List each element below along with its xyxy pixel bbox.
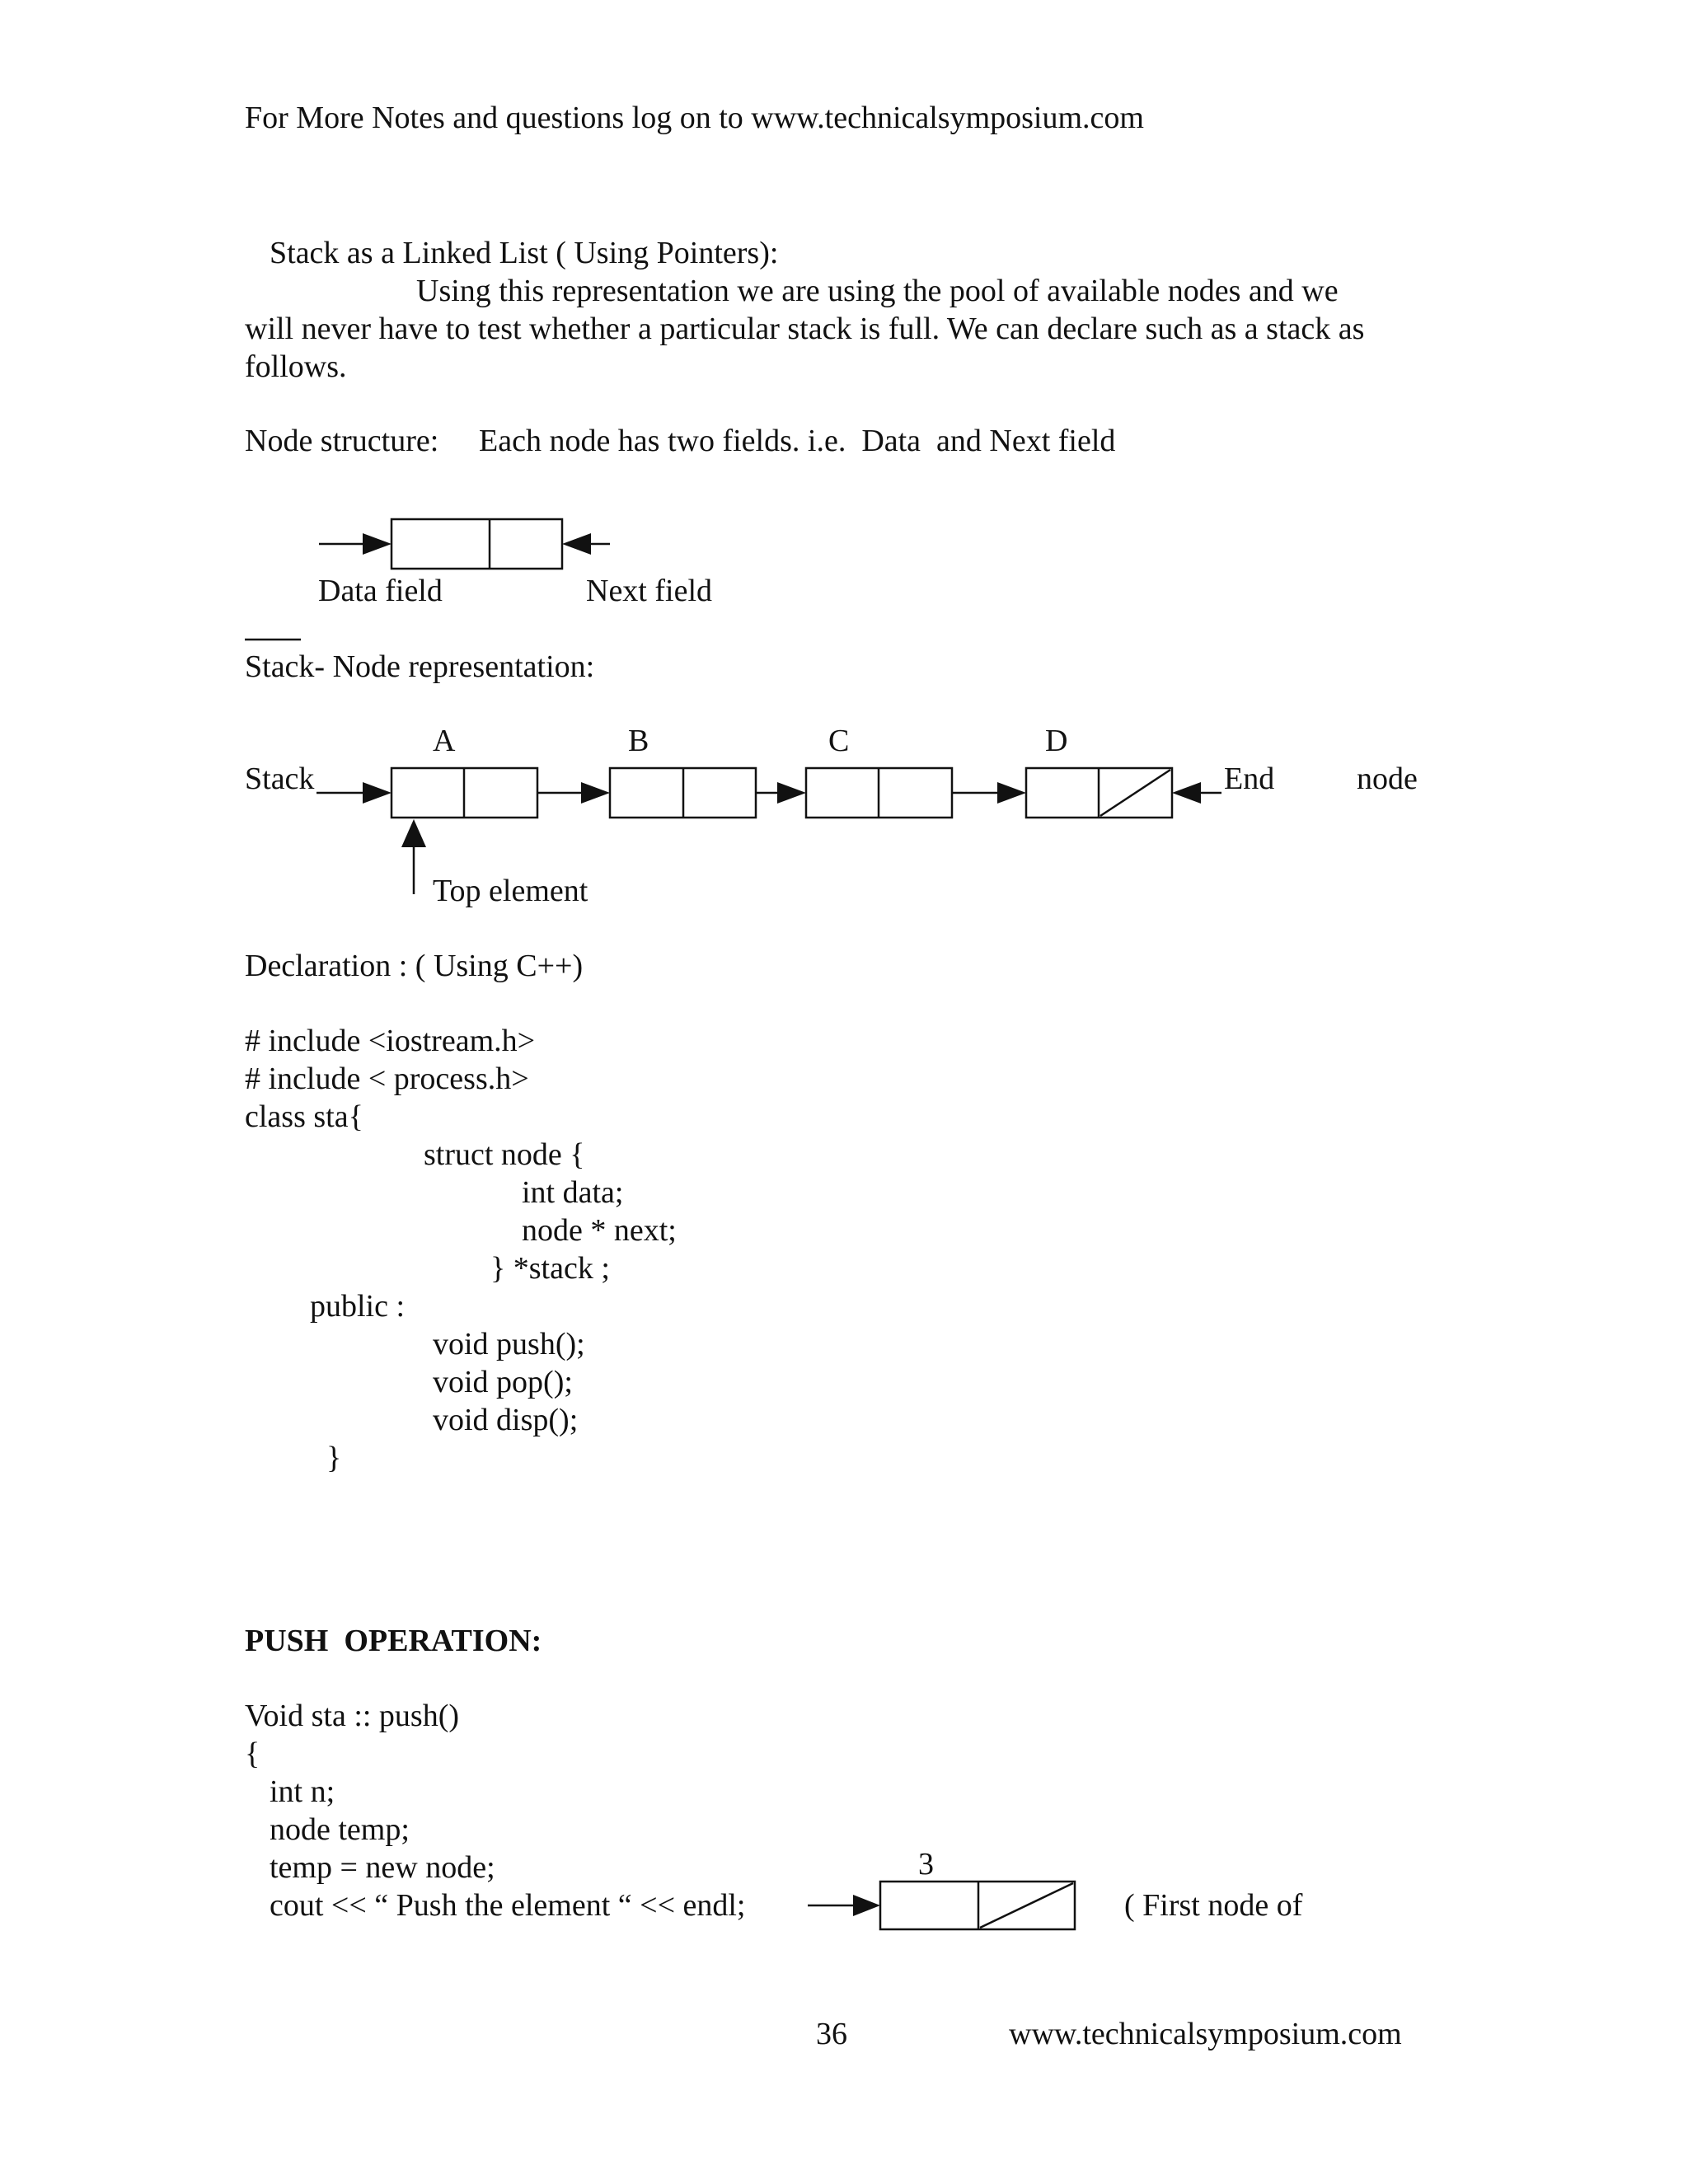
arrow-head-icon bbox=[363, 533, 392, 555]
code-line: } *stack ; bbox=[490, 1251, 610, 1286]
code-line: struct node { bbox=[424, 1137, 585, 1172]
next-field-label: Next field bbox=[586, 574, 713, 608]
arrow-head-icon bbox=[581, 782, 610, 804]
top-element-label: Top element bbox=[433, 874, 588, 908]
code-line: node * next; bbox=[522, 1213, 677, 1248]
intro-line-3: follows. bbox=[245, 349, 347, 384]
code-line: { bbox=[245, 1736, 260, 1771]
push-node-diagram bbox=[808, 1882, 1075, 1929]
arrow-head-icon bbox=[1172, 782, 1201, 804]
code-line: Void sta :: push() bbox=[245, 1699, 460, 1733]
code-line: void disp(); bbox=[433, 1403, 579, 1437]
page-header: For More Notes and questions log on to www.technicalsymposium.com bbox=[245, 101, 1144, 135]
stack-representation-heading: Stack- Node representation: bbox=[245, 649, 595, 684]
code-line: void pop(); bbox=[433, 1365, 573, 1399]
code-line: int data; bbox=[522, 1175, 624, 1210]
intro-line-1: Using this representation we are using the pool of available nodes and we bbox=[416, 274, 1339, 308]
node-label-b: B bbox=[628, 724, 649, 758]
code-line: int n; bbox=[270, 1774, 335, 1809]
arrow-up-icon bbox=[401, 819, 426, 847]
push-node-value: 3 bbox=[918, 1847, 934, 1882]
declaration-heading: Declaration : ( Using C++) bbox=[245, 949, 584, 983]
push-operation-heading: PUSH OPERATION: bbox=[245, 1624, 542, 1658]
code-line: node temp; bbox=[270, 1812, 410, 1847]
intro-line-2: will never have to test whether a particular stack is full. We can declare such as a stack as bbox=[245, 312, 1365, 346]
page-number: 36 bbox=[816, 2017, 847, 2051]
node-structure-description: Each node has two fields. i.e. Data and Next field bbox=[479, 424, 1116, 458]
section-title-stack-linked-list: Stack as a Linked List ( Using Pointers): bbox=[270, 236, 779, 270]
node-label: node bbox=[1357, 762, 1418, 796]
code-line: # include <iostream.h> bbox=[245, 1024, 536, 1058]
footer-site: www.technicalsymposium.com bbox=[1009, 2017, 1402, 2051]
arrow-head-icon bbox=[997, 782, 1026, 804]
code-line: void push(); bbox=[433, 1327, 585, 1361]
code-line: # include < process.h> bbox=[245, 1062, 529, 1096]
code-line: } bbox=[326, 1441, 342, 1475]
arrow-head-icon bbox=[562, 533, 591, 555]
end-label: End bbox=[1224, 762, 1275, 796]
code-line: public : bbox=[310, 1289, 406, 1324]
node-structure-label: Node structure: bbox=[245, 424, 439, 458]
arrow-head-icon bbox=[777, 782, 806, 804]
node-label-c: C bbox=[828, 724, 850, 758]
push-note: ( First node of bbox=[1124, 1888, 1303, 1923]
arrow-head-icon bbox=[853, 1895, 880, 1916]
node-label-a: A bbox=[433, 724, 456, 758]
code-line: cout << “ Push the element “ << endl; bbox=[270, 1888, 746, 1923]
stack-label: Stack bbox=[245, 762, 315, 796]
code-line: temp = new node; bbox=[270, 1850, 495, 1885]
node-box bbox=[392, 519, 562, 569]
node-label-d: D bbox=[1045, 724, 1068, 758]
data-field-label: Data field bbox=[318, 574, 443, 608]
code-line: class sta{ bbox=[245, 1099, 363, 1134]
node-structure-diagram bbox=[319, 519, 610, 569]
arrow-head-icon bbox=[363, 782, 392, 804]
